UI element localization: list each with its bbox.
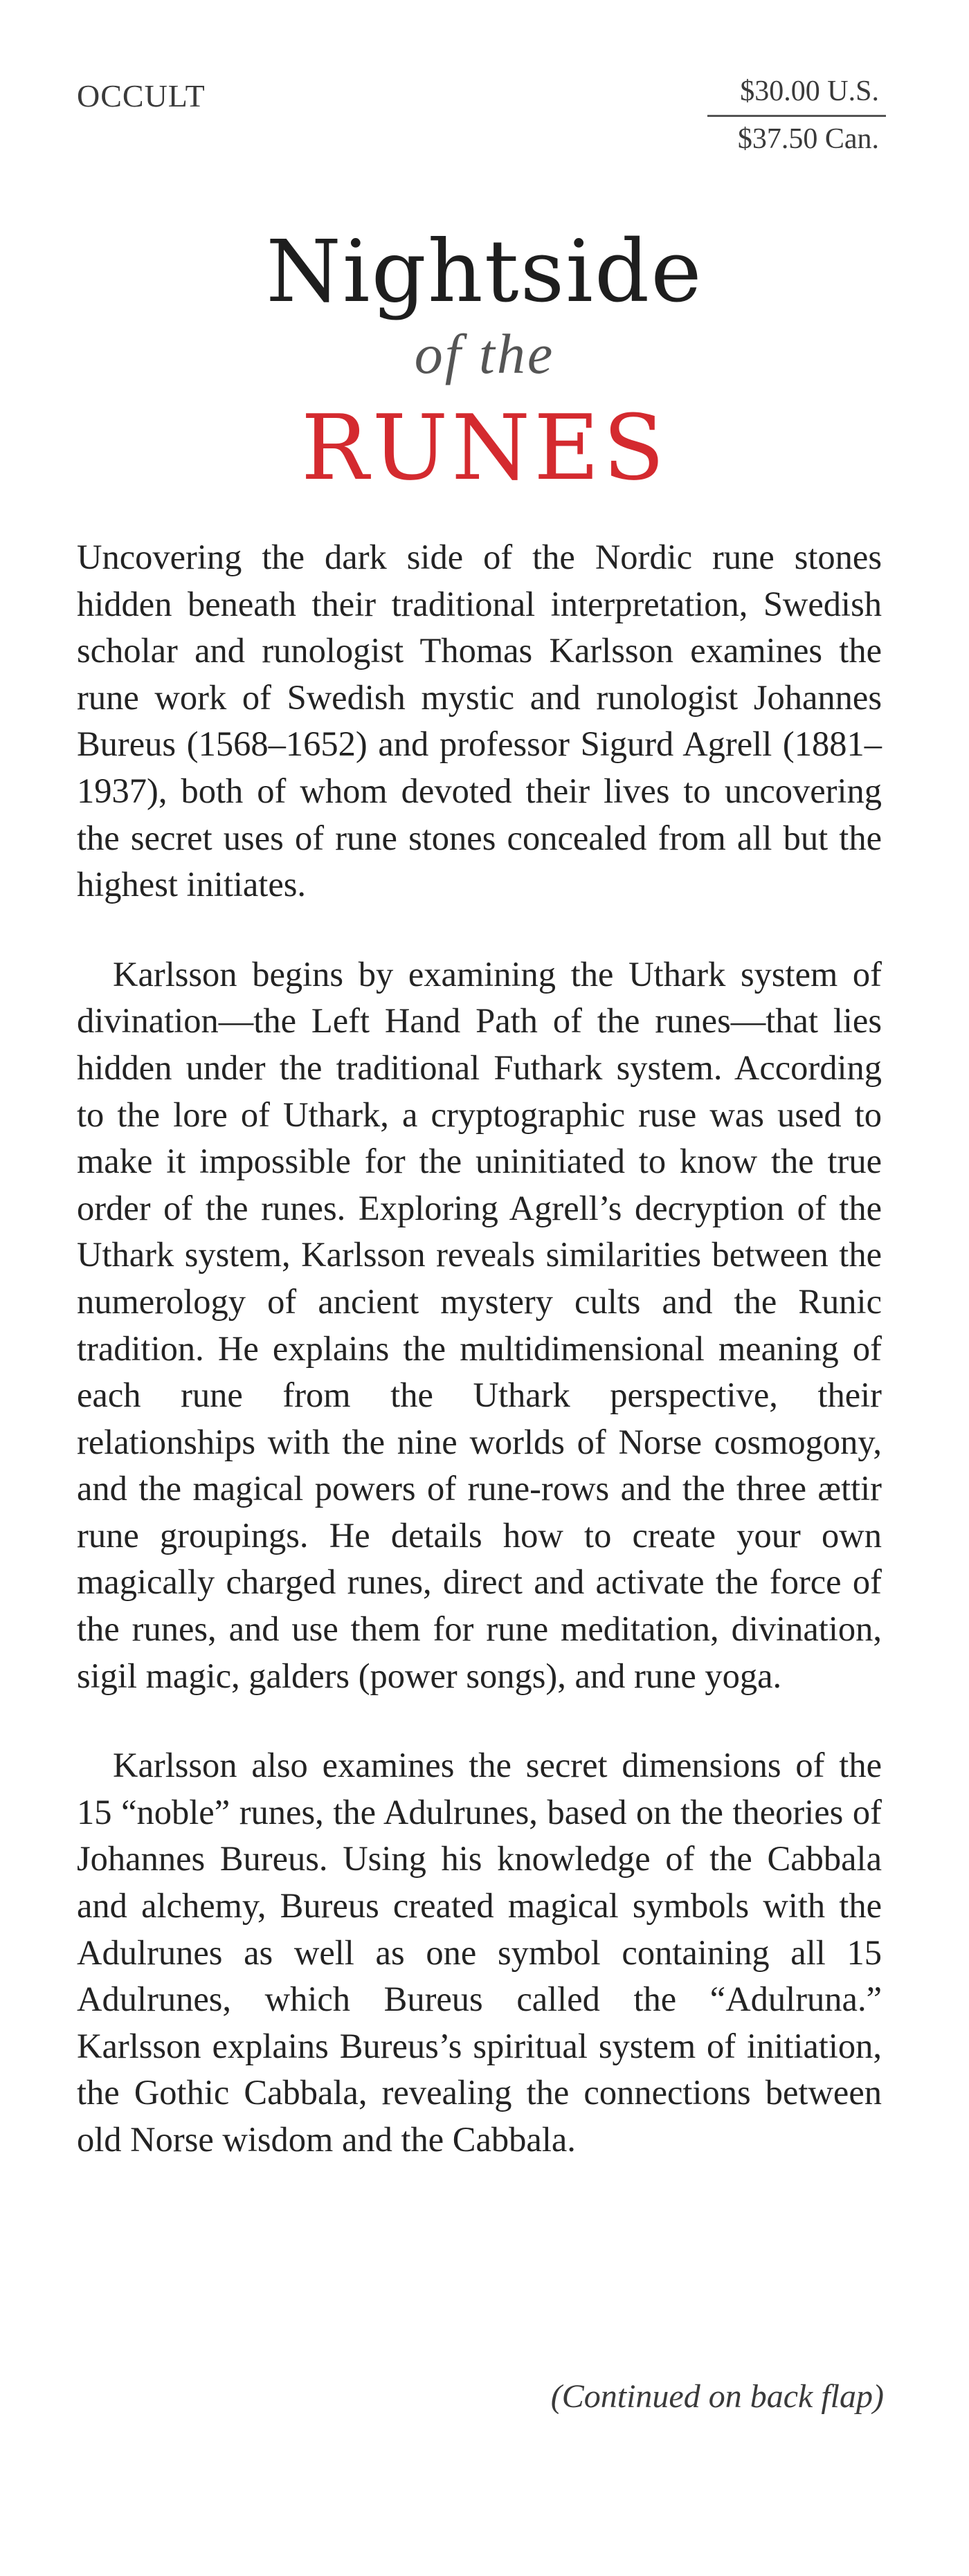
book-title bbox=[0, 220, 969, 500]
price-can: $37.50 Can. bbox=[737, 123, 879, 155]
category-label: OCCULT bbox=[77, 78, 206, 113]
paragraph-3: Karlsson also examines the secret dimensions of the 15 “noble” runes, the Adulrunes, based on the theories of Johannes Bureus. Using his knowledge of the Cabbala and alchemy, Bureus created magical symbols with the Adulrunes as well as one symbol containing all 15 Adulrunes, which Bureus called the “Adulruna.” Karlsson explains Bureus’s spiritual system of initiation, the Gothic Cabbala, revealing the connections between old Norse wisdom and the Cabbala. bbox=[77, 1746, 882, 2159]
price-us: $30.00 U.S. bbox=[707, 75, 886, 117]
price-box bbox=[707, 75, 886, 156]
title-line-runes: RUNES bbox=[300, 395, 669, 500]
title-line-of-the: of the bbox=[414, 322, 555, 385]
paragraph-1: Uncovering the dark side of the Nordic rune stones hidden beneath their traditional interpretation, Swedish scholar and runologist Thomas Karlsson examines the rune work of Swedish mystic and runologist Johannes Bureus (1568–1652) and professor Sigurd Agrell (1881–1937), both of whom devoted their lives to uncovering the secret uses of rune stones concealed from all but the highest initiates. bbox=[77, 538, 882, 904]
continued-note: (Continued on back flap) bbox=[550, 2378, 884, 2415]
title-line-nightside: Nightside bbox=[266, 222, 703, 322]
flap-description bbox=[77, 534, 882, 2207]
paragraph-2: Karlsson begins by examining the Uthark system of divination—the Left Hand Path of the runes—that lies hidden under the traditional Futhark system. According to the lore of Uthark, a cryptographic ruse was used to make it impossible for the uninitiated to know the true order of the runes. Exploring Agrell’s decryption of the Uthark system, Karlsson reveals similarities between the numerology of ancient mystery cults and the Runic tradition. He explains the multidimensional meaning of each rune from the Uthark perspective, their relationships with the nine worlds of Norse cosmogony, and the magical powers of rune-rows and the three ættir rune groupings. He details how to create your own magically charged runes, direct and activate the force of the runes, and use them for rune meditation, divination, sigil magic, galders (power songs), and rune yoga. bbox=[77, 954, 882, 1695]
